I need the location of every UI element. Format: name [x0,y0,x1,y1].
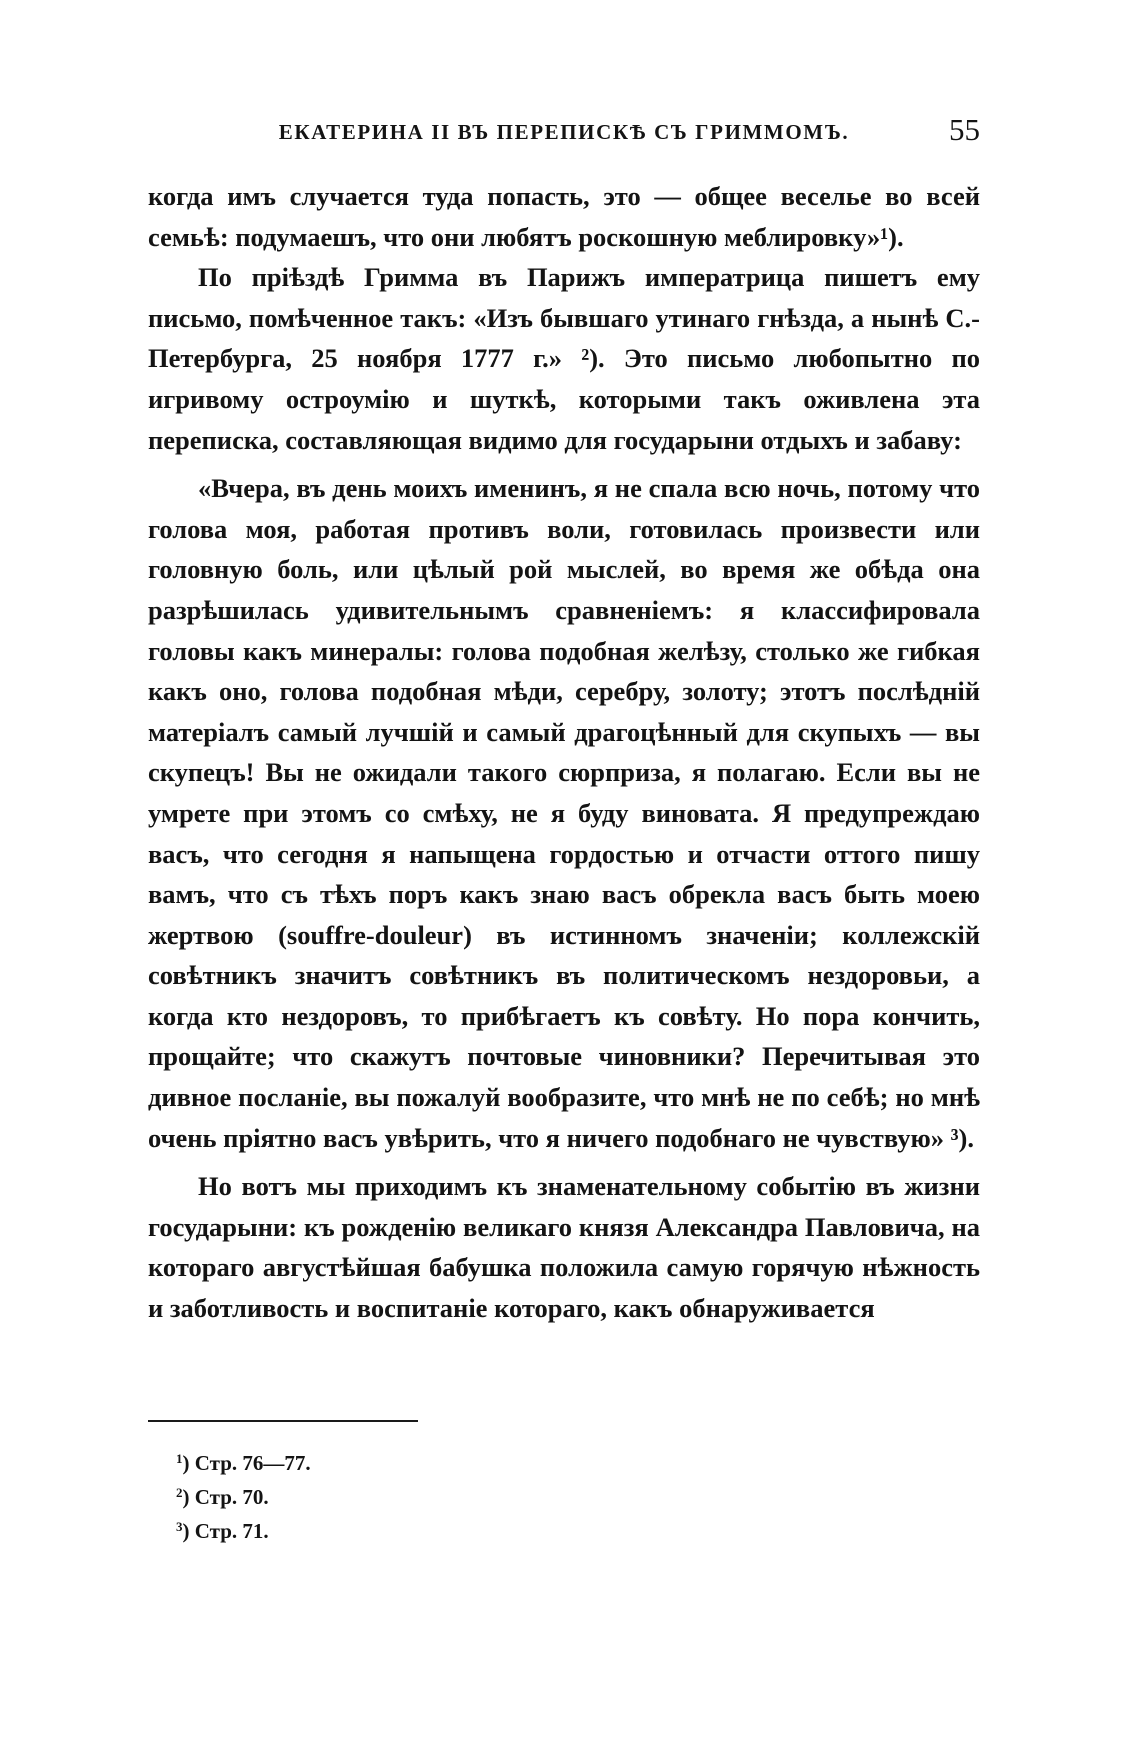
body-text [148,176,980,1329]
footnote-text: ) Стр. 71. [182,1519,269,1543]
footnote-text: ) Стр. 76—77. [182,1451,311,1475]
paragraph-letter-quote: «Вчера, въ день моихъ именинъ, я не спала всю ночь, потому что голова моя, работая противъ воли, готовилась произвести или головную боль, или цѣлый рой мыслей, во время же обѣда она разрѣшилась удивительнымъ сравненіемъ: я классифировала головы какъ минералы: голова подобная желѣзу, столько же гибкая какъ оно, голова подобная мѣди, серебру, золоту; этотъ послѣдній матеріалъ самый лучшій и самый драгоцѣнный для скупыхъ — вы скупецъ! Вы не ожидали такого сюрприза, я полагаю. Если вы не умрете при этомъ со смѣху, не я буду виновата. Я предупреждаю васъ, что сегодня я напыщена гордостью и отчасти оттого пишу вамъ, что съ тѣхъ поръ какъ знаю васъ обрекла васъ быть моею жертвою (souffre-douleur) въ истинномъ значеніи; коллежскій совѣтникъ значитъ совѣтникъ въ политическомъ нездоровьи, а когда кто нездоровъ, то прибѣгаетъ къ совѣту. Но пора кончить, прощайте; что скажутъ почтовые чиновники? Перечитывая это дивное посланіе, вы пожалуй вообразите, что мнѣ не по себѣ; но мнѣ очень пріятно васъ увѣрить, что я ничего подобнаго не чувствую» ³). [148,473,980,1153]
running-title: ЕКАТЕРИНА II ВЪ ПЕРЕПИСКѢ СЪ ГРИММОМЪ. [278,120,850,144]
footnote-mark: 3 [176,1519,183,1534]
footnote-mark: 2 [176,1485,183,1500]
paragraph: По пріѣздѣ Гримма въ Парижъ императрица пишетъ ему письмо, помѣченное такъ: «Изъ бывшаго утинаго гнѣзда, а нынѣ С.-Петербурга, 25 ноября 1777 г.» ²). Это письмо любопытно по игривому остроумію и шуткѣ, которыми такъ оживлена эта переписка, составляющая видимо для государыни отдыхъ и забаву: [148,262,980,455]
paragraph: Но вотъ мы приходимъ къ знаменательному событію въ жизни государыни: къ рожденію великаго князя Александра Павловича, на котораго августѣйшая бабушка положила самую горячую нѣжность и заботливость и воспитаніе котораго, какъ обнаруживается [148,1171,980,1324]
footnote-mark: 1 [176,1451,183,1466]
running-header [148,112,980,152]
footnote [176,1444,311,1478]
paragraph-continuation: когда имъ случается туда попасть, это — общее веселье во всей семьѣ: подумаешъ, что они любятъ роскошную меблировку»¹). [148,181,980,252]
footnote-rule [148,1420,418,1422]
footnotes [176,1444,311,1546]
page-number: 55 [949,112,980,147]
footnote [176,1512,311,1546]
footnote [176,1478,311,1512]
footnote-text: ) Стр. 70. [182,1485,269,1509]
